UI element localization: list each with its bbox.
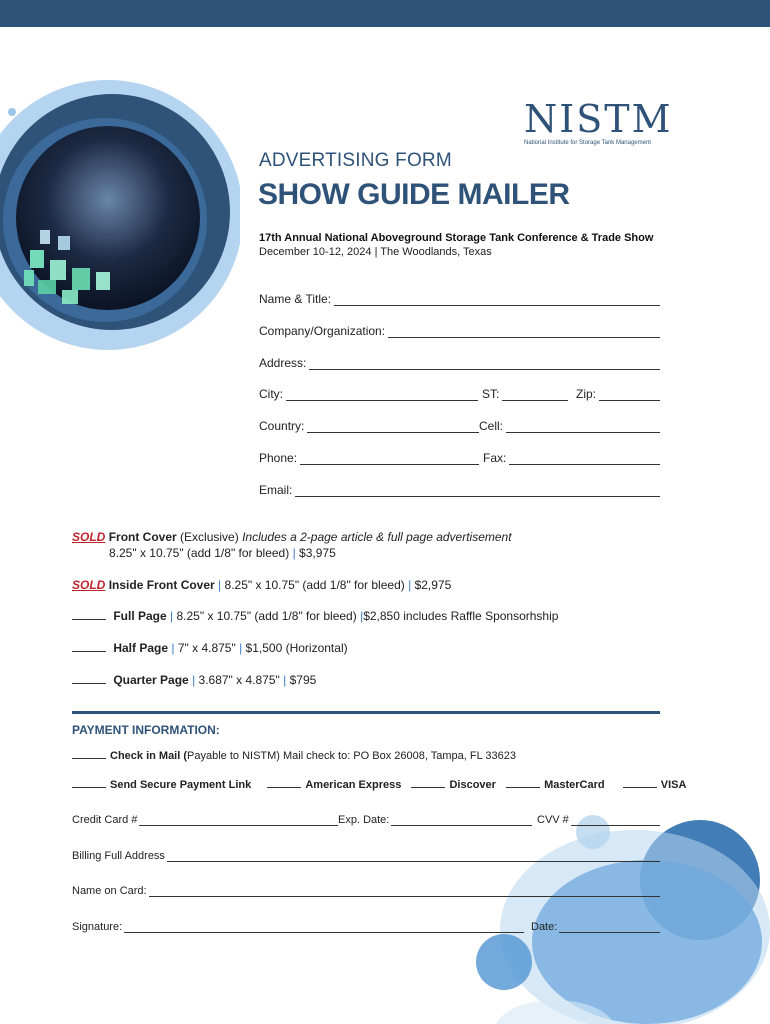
logo-wordmark: NISTM [524, 97, 673, 141]
country-field[interactable] [259, 419, 479, 433]
email-line[interactable] [295, 484, 660, 497]
zip-line[interactable] [599, 388, 660, 401]
event-name: 17th Annual National Aboveground Storage Tank Conference & Trade Show [259, 232, 654, 244]
billing-address-line[interactable] [167, 850, 660, 862]
ad-option-specs: 3.687" x 4.875" [198, 673, 280, 687]
name-title-line[interactable] [334, 293, 660, 306]
ad-option-front-cover [72, 530, 512, 544]
checkbox-blank[interactable] [72, 674, 106, 684]
checkbox-blank[interactable] [72, 642, 106, 652]
sold-badge: SOLD [72, 530, 106, 544]
ad-option-name: Full Page [113, 609, 167, 623]
checkbox-blank[interactable] [623, 778, 657, 788]
phone-field[interactable] [259, 451, 479, 465]
cvv-field[interactable] [537, 814, 660, 826]
ad-option-specs: 8.25" x 10.75" (add 1/8" for bleed) [176, 609, 357, 623]
credit-card-field[interactable] [72, 814, 338, 826]
exp-date-label: Exp. Date: [338, 814, 390, 826]
ad-option-specs: 7" x 4.875" [177, 641, 236, 655]
fax-label: Fax: [483, 451, 507, 465]
payment-methods-row [72, 778, 686, 791]
cell-label: Cell: [479, 419, 504, 433]
top-banner-bar [0, 0, 770, 27]
city-line[interactable] [286, 388, 478, 401]
payment-section-title: PAYMENT INFORMATION: [72, 723, 220, 737]
ad-option-qualifier: (Exclusive) [180, 530, 239, 544]
date-line[interactable] [559, 921, 660, 933]
ad-option-description: Includes a 2-page article & full page advertisement [242, 530, 512, 544]
ad-option-full-page[interactable] [72, 609, 558, 623]
ad-option-specs: 8.25" x 10.75" (add 1/8" for bleed) [224, 578, 405, 592]
method-discover[interactable]: Discover [449, 779, 496, 791]
country-line[interactable] [307, 420, 479, 433]
address-line[interactable] [309, 357, 660, 370]
separator: | [283, 673, 287, 687]
method-amex[interactable]: American Express [305, 779, 402, 791]
check-detail: Payable to NISTM) Mail check to: PO Box 26008, Tampa, FL 33623 [187, 750, 516, 762]
ad-option-inside-front-cover [72, 578, 451, 592]
checkbox-blank[interactable] [411, 778, 445, 788]
separator: | [239, 641, 243, 655]
name-on-card-label: Name on Card: [72, 885, 147, 897]
decorative-circle-art [0, 40, 240, 440]
ad-option-name: Front Cover [108, 530, 177, 544]
country-label: Country: [259, 419, 305, 433]
name-on-card-line[interactable] [149, 885, 660, 897]
fax-line[interactable] [509, 452, 660, 465]
separator: | [292, 546, 296, 560]
billing-address-label: Billing Full Address [72, 850, 165, 862]
ad-option-price: $3,975 [299, 546, 336, 560]
signature-field[interactable] [72, 921, 524, 933]
phone-label: Phone: [259, 451, 298, 465]
ad-option-price: $1,500 (Horizontal) [245, 641, 348, 655]
ad-option-front-cover-specs [109, 546, 336, 560]
email-label: Email: [259, 483, 293, 497]
city-field[interactable] [259, 387, 478, 401]
cvv-line[interactable] [571, 814, 660, 826]
separator: | [408, 578, 412, 592]
logo-tagline: National Institute for Storage Tank Management [524, 140, 651, 146]
ad-option-name: Half Page [113, 641, 169, 655]
cvv-label: CVV # [537, 814, 569, 826]
ad-option-name: Inside Front Cover [108, 578, 215, 592]
cell-line[interactable] [506, 420, 660, 433]
email-field[interactable] [259, 483, 660, 497]
ad-option-half-page[interactable] [72, 641, 348, 655]
small-dot [8, 108, 16, 116]
method-mastercard[interactable]: MasterCard [544, 779, 605, 791]
separator: | [360, 609, 364, 623]
zip-label: Zip: [576, 387, 597, 401]
exp-date-field[interactable] [338, 814, 532, 826]
checkbox-blank[interactable] [72, 749, 106, 759]
check-label: Check in Mail ( [110, 750, 188, 762]
company-field[interactable] [259, 324, 660, 338]
signature-label: Signature: [72, 921, 123, 933]
ad-option-price: $795 [289, 673, 317, 687]
phone-line[interactable] [300, 452, 479, 465]
credit-card-line[interactable] [139, 814, 338, 826]
company-line[interactable] [388, 325, 660, 338]
name-title-label: Name & Title: [259, 292, 332, 306]
ad-option-specs: 8.25" x 10.75" (add 1/8" for bleed) [109, 546, 290, 560]
section-divider [72, 711, 660, 714]
signature-line[interactable] [124, 921, 524, 933]
fax-field[interactable] [483, 451, 660, 465]
separator: | [192, 673, 196, 687]
decorative-circle [476, 934, 532, 990]
address-label: Address: [259, 356, 307, 370]
address-field[interactable] [259, 356, 660, 370]
city-label: City: [259, 387, 283, 401]
page-title: SHOW GUIDE MAILER [258, 178, 570, 211]
exp-date-line[interactable] [391, 814, 532, 826]
state-line[interactable] [502, 388, 568, 401]
sold-badge: SOLD [72, 578, 106, 592]
method-secure-link[interactable]: Send Secure Payment Link [110, 779, 252, 791]
separator: | [170, 609, 174, 623]
zip-field[interactable] [576, 387, 660, 401]
separator: | [171, 641, 175, 655]
billing-address-field[interactable] [72, 850, 660, 862]
method-visa[interactable]: VISA [660, 779, 687, 791]
checkbox-blank[interactable] [72, 778, 106, 788]
cell-field[interactable] [479, 419, 660, 433]
ad-option-name: Quarter Page [113, 673, 189, 687]
name-on-card-field[interactable] [72, 885, 660, 897]
credit-card-label: Credit Card # [72, 814, 138, 826]
checkbox-blank[interactable] [267, 778, 301, 788]
payment-check-option[interactable] [72, 749, 516, 762]
date-field[interactable] [531, 921, 660, 933]
name-title-field[interactable] [259, 292, 660, 306]
company-label: Company/Organization: [259, 324, 386, 338]
state-label: ST: [482, 387, 500, 401]
state-field[interactable] [482, 387, 568, 401]
event-date: December 10-12, 2024 | The Woodlands, Texas [259, 246, 492, 258]
checkbox-blank[interactable] [506, 778, 540, 788]
date-label: Date: [531, 921, 558, 933]
form-eyebrow: ADVERTISING FORM [259, 150, 452, 171]
ad-option-price: $2,975 [414, 578, 452, 592]
nistm-logo [524, 97, 673, 146]
separator: | [218, 578, 222, 592]
ad-option-quarter-page[interactable] [72, 673, 316, 687]
checkbox-blank[interactable] [72, 610, 106, 620]
ad-option-price: $2,850 includes Raffle Sponsorhship [363, 609, 559, 623]
